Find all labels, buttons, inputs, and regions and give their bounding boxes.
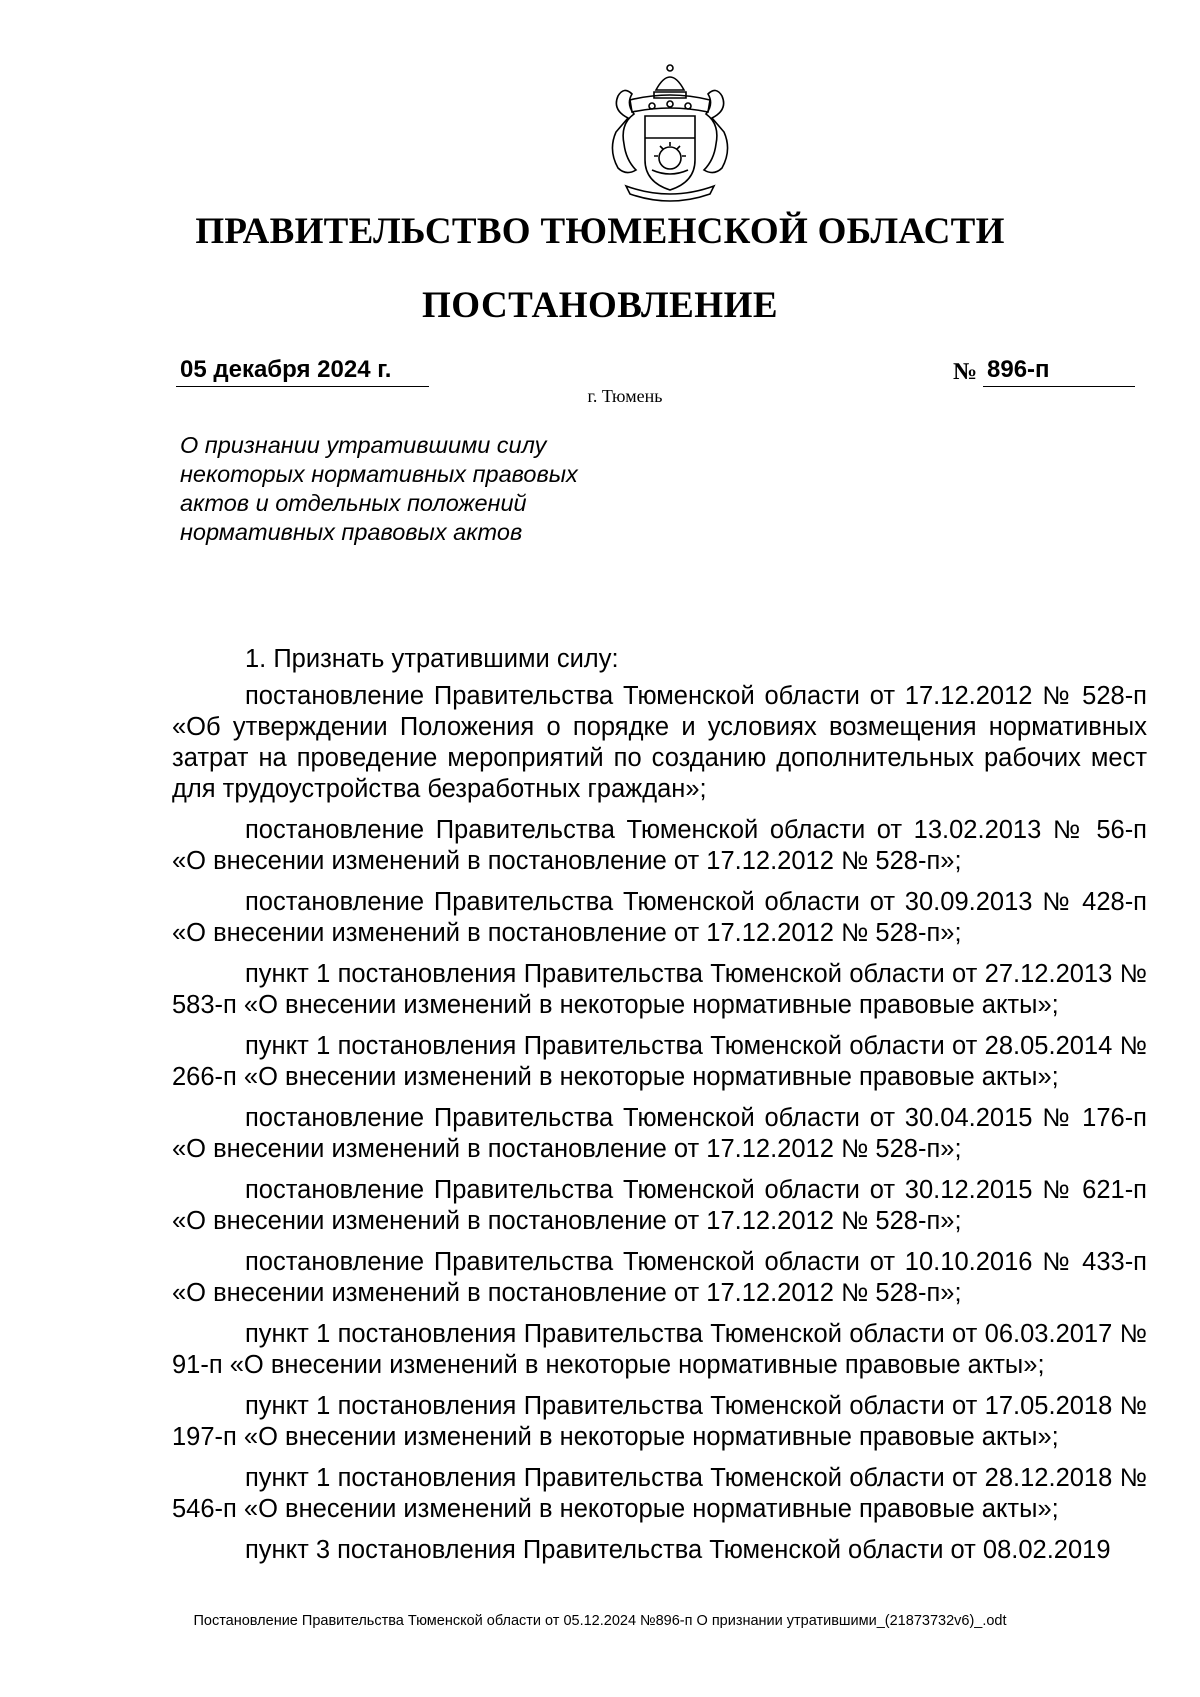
body-paragraph: постановление Правительства Тюменской области от 10.10.2016 № 433-п «О внесении изменений в постановление от 17.12.2012 № 528-п»; bbox=[172, 1248, 1147, 1307]
document-date-field bbox=[176, 356, 429, 387]
body-paragraph: 1. Признать утратившими силу: bbox=[245, 645, 619, 673]
city-label: г. Тюмень bbox=[587, 386, 663, 406]
body-paragraph: пункт 1 постановления Правительства Тюменской области от 06.03.2017 № 91-п «О внесении изменений в некоторые нормативные правовые акты»; bbox=[172, 1320, 1147, 1379]
body-paragraph: пункт 1 постановления Правительства Тюменской области от 27.12.2013 № 583-п «О внесении изменений в некоторые нормативные правовые акты»; bbox=[172, 960, 1147, 1019]
subject-line: актов и отдельных положений bbox=[180, 490, 527, 516]
body-paragraph: постановление Правительства Тюменской области от 13.02.2013 № 56-п «О внесении изменений в постановление от 17.12.2012 № 528-п»; bbox=[172, 816, 1147, 875]
body-paragraph: пункт 1 постановления Правительства Тюменской области от 17.05.2018 № 197-п «О внесении изменений в некоторые нормативные правовые акты»; bbox=[172, 1392, 1147, 1451]
body-paragraph: постановление Правительства Тюменской области от 17.12.2012 № 528-п «Об утверждении Положения о порядке и условиях возмещения нормативных затрат на проведение мероприятий по созданию дополнительных рабочих мест для трудоустройства безработных граждан»; bbox=[172, 682, 1147, 803]
body-paragraph: пункт 1 постановления Правительства Тюменской области от 28.12.2018 № 546-п «О внесении изменений в некоторые нормативные правовые акты»; bbox=[172, 1464, 1147, 1523]
subject-line: О признании утратившими силу bbox=[180, 432, 547, 458]
organization-title: ПРАВИТЕЛЬСТВО ТЮМЕНСКОЙ ОБЛАСТИ bbox=[195, 211, 1005, 252]
body-paragraph: пункт 1 постановления Правительства Тюменской области от 28.05.2014 № 266-п «О внесении изменений в некоторые нормативные правовые акты»; bbox=[172, 1032, 1147, 1091]
document-date: 05 декабря 2024 г. bbox=[180, 356, 392, 383]
body-paragraph: постановление Правительства Тюменской области от 30.12.2015 № 621-п «О внесении изменений в постановление от 17.12.2012 № 528-п»; bbox=[172, 1176, 1147, 1235]
document-number-field bbox=[983, 356, 1135, 387]
document-subject bbox=[180, 431, 660, 547]
subject-line: некоторых нормативных правовых bbox=[180, 461, 578, 487]
number-sign: № bbox=[953, 359, 978, 385]
body-paragraph: постановление Правительства Тюменской области от 30.09.2013 № 428-п «О внесении изменений в постановление от 17.12.2012 № 528-п»; bbox=[172, 888, 1147, 947]
body-paragraph: пункт 3 постановления Правительства Тюменской области от 08.02.2019 bbox=[245, 1536, 1111, 1564]
document-number: 896-п bbox=[987, 356, 1050, 383]
document-body bbox=[172, 644, 1147, 1576]
subject-line: нормативных правовых актов bbox=[180, 519, 523, 545]
document-type-title: ПОСТАНОВЛЕНИЕ bbox=[421, 285, 779, 326]
body-paragraph: постановление Правительства Тюменской области от 30.04.2015 № 176-п «О внесении изменений в постановление от 17.12.2012 № 528-п»; bbox=[172, 1104, 1147, 1163]
coat-of-arms-icon bbox=[590, 60, 750, 210]
page-footer: Постановление Правительства Тюменской области от 05.12.2024 №896-п О признании утратившими_(21873732v6)_.odt bbox=[193, 1613, 1007, 1629]
